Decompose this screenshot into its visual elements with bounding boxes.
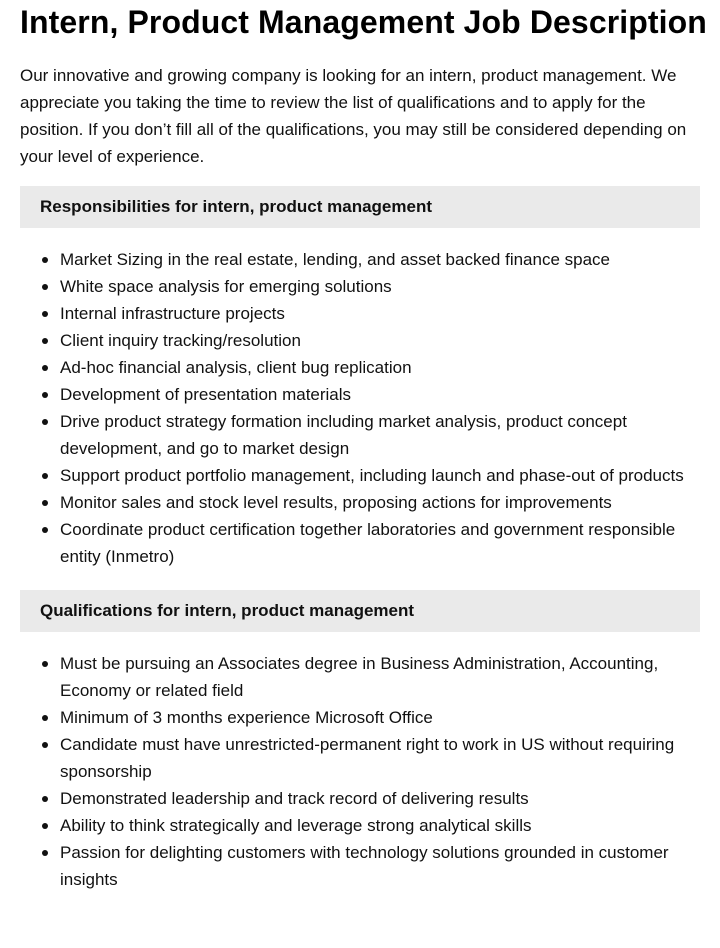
responsibilities-heading: Responsibilities for intern, product management <box>40 197 432 216</box>
list-item: Development of presentation materials <box>60 381 700 408</box>
list-item: Coordinate product certification together laboratories and government responsible entity (Inmetro) <box>60 516 700 570</box>
qualifications-heading: Qualifications for intern, product management <box>40 601 415 620</box>
responsibilities-list <box>20 246 700 570</box>
list-item: Support product portfolio management, including launch and phase-out of products <box>60 462 700 489</box>
list-item: Minimum of 3 months experience Microsoft Office <box>60 704 700 731</box>
list-item: Ability to think strategically and leverage strong analytical skills <box>60 812 700 839</box>
list-item: Candidate must have unrestricted-permanent right to work in US without requiring sponsorship <box>60 731 700 785</box>
qualifications-header <box>20 590 700 632</box>
list-item: Ad-hoc financial analysis, client bug replication <box>60 354 700 381</box>
list-item: Internal infrastructure projects <box>60 300 700 327</box>
list-item: Must be pursuing an Associates degree in Business Administration, Accounting, Economy or related field <box>60 650 700 704</box>
intro-paragraph: Our innovative and growing company is looking for an intern, product management. We appreciate you taking the time to review the list of qualifications and to apply for the position. If you don’t fill all of the qualifications, you may still be considered depending on your level of experience. <box>20 66 687 166</box>
list-item: White space analysis for emerging solutions <box>60 273 700 300</box>
list-item: Monitor sales and stock level results, proposing actions for improvements <box>60 489 700 516</box>
responsibilities-header <box>20 186 700 228</box>
qualifications-list <box>20 650 700 893</box>
list-item: Market Sizing in the real estate, lending, and asset backed finance space <box>60 246 700 273</box>
list-item: Demonstrated leadership and track record of delivering results <box>60 785 700 812</box>
list-item: Passion for delighting customers with technology solutions grounded in customer insights <box>60 839 700 893</box>
list-item: Drive product strategy formation including market analysis, product concept development, and go to market design <box>60 408 700 462</box>
list-item: Client inquiry tracking/resolution <box>60 327 700 354</box>
page-title: Intern, Product Management Job Description <box>20 4 707 40</box>
